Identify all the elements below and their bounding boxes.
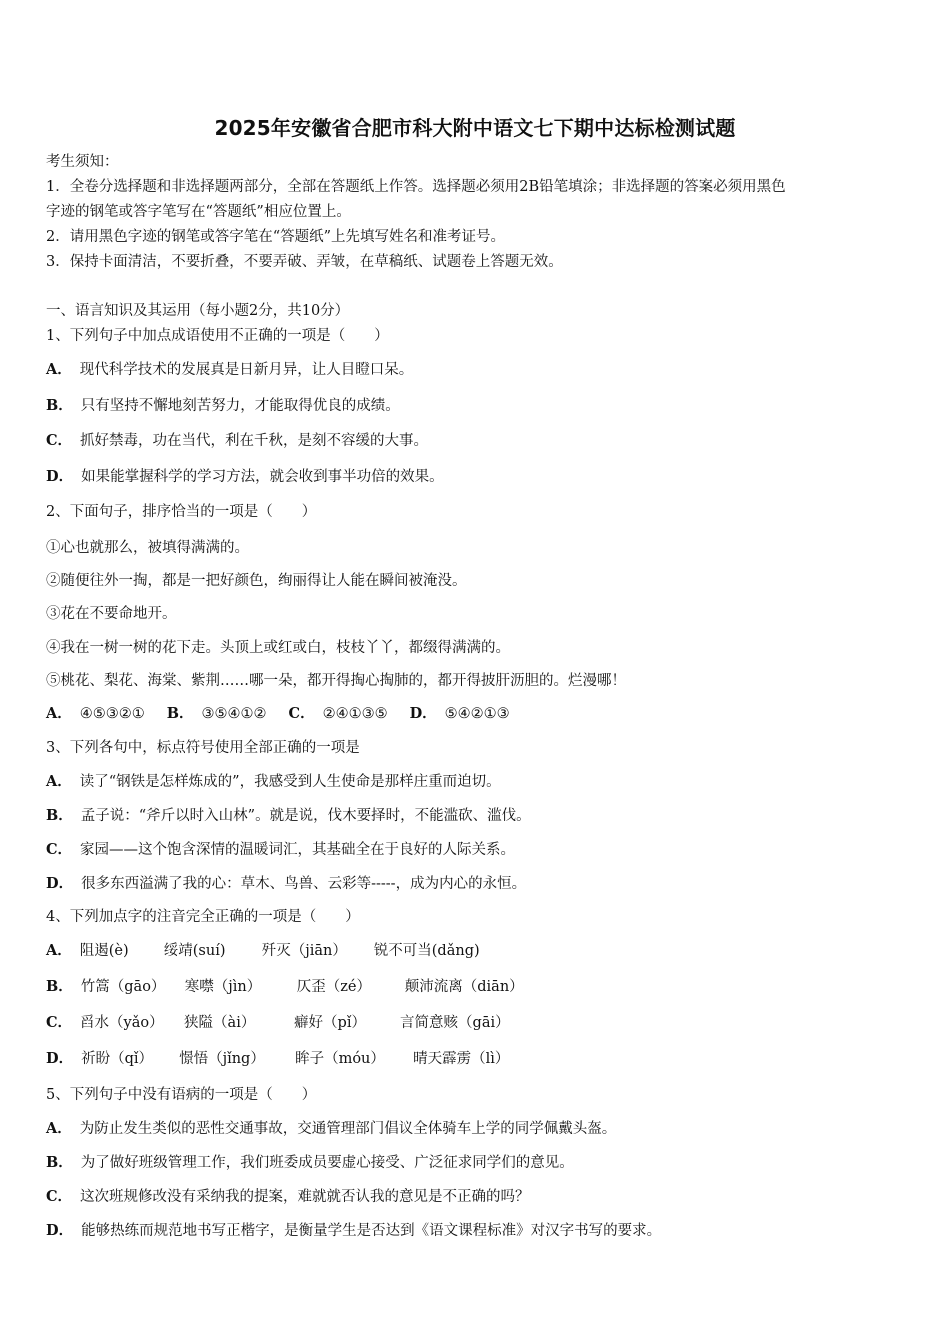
option-word: 癖好（pǐ） xyxy=(294,1015,366,1031)
option-label: C． xyxy=(46,841,73,858)
option-text: ⑤④②①③ xyxy=(444,706,510,722)
q1-option-b xyxy=(46,396,906,416)
section-heading: 一、语言知识及其运用（每小题2分，共10分） xyxy=(46,303,350,319)
option-label: D． xyxy=(46,468,74,485)
option-label: C． xyxy=(288,705,315,722)
q2-option-a xyxy=(46,704,145,724)
q2-option-b xyxy=(167,704,267,724)
option-text: 现代科学技术的发展真是日新月异，让人目瞪口呆。 xyxy=(79,362,414,378)
option-label: C． xyxy=(46,1014,73,1031)
option-label: A． xyxy=(46,1120,72,1137)
q3-option-c xyxy=(46,840,906,860)
q2-option-d xyxy=(410,704,510,724)
option-label: A． xyxy=(46,361,72,378)
option-text: 抓好禁毒，功在当代，利在千秋，是刻不容缓的大事。 xyxy=(80,433,429,449)
option-label: D． xyxy=(46,1050,74,1067)
q5-option-a xyxy=(46,1119,906,1139)
q2-sentence-3: ③花在不要命地开。 xyxy=(46,606,177,622)
option-text: 读了“钢铁是怎样炼成的”，我感受到人生使命是那样庄重而迫切。 xyxy=(79,774,501,790)
option-label: D． xyxy=(409,705,437,722)
option-label: A． xyxy=(46,942,72,959)
option-word: 狭隘（ài） xyxy=(184,1015,256,1031)
q4-option-c xyxy=(46,1013,906,1033)
option-word: 绥靖(suí) xyxy=(163,943,226,959)
option-text: ③⑤④①② xyxy=(201,706,267,722)
q4-option-b xyxy=(46,977,906,997)
option-word: 寒噤（jìn） xyxy=(184,979,262,995)
q2-option-c xyxy=(289,704,388,724)
option-word: 仄歪（zé） xyxy=(296,979,371,995)
option-label: B． xyxy=(46,978,73,995)
q4-option-a xyxy=(46,941,906,961)
option-word: 祈盼（qǐ） xyxy=(81,1051,153,1067)
notice-line-2: 字迹的钢笔或答字笔写在“答题纸”相应位置上。 xyxy=(46,204,351,220)
q3-option-a xyxy=(46,772,906,792)
option-label: B． xyxy=(46,397,73,414)
q3-stem: 3、下列各句中，标点符号使用全部正确的一项是 xyxy=(46,740,360,756)
q2-sentence-5: ⑤桃花、梨花、海棠、紫荆……哪一朵，都开得掏心掏肺的，都开得披肝沥胆的。烂漫哪！ xyxy=(46,673,626,689)
option-word: 阻遏(è) xyxy=(79,943,129,959)
option-text: ④⑤③②① xyxy=(79,706,145,722)
option-text: 很多东西溢满了我的心：草木、鸟兽、云彩等-----，成为内心的永恒。 xyxy=(81,876,527,892)
option-label: A． xyxy=(46,705,72,722)
q1-option-d xyxy=(46,467,906,487)
option-word: 舀水（yǎo） xyxy=(80,1015,164,1031)
option-text: 为了做好班级管理工作，我们班委成员要虚心接受、广泛征求同学们的意见。 xyxy=(80,1155,574,1171)
option-label: C． xyxy=(46,1188,73,1205)
notice-heading: 考生须知： xyxy=(46,154,119,170)
option-word: 颠沛流离（diān） xyxy=(404,979,524,995)
option-word: 竹篙（gāo） xyxy=(80,979,166,995)
option-label: D． xyxy=(46,875,74,892)
q2-sentence-4: ④我在一树一树的花下走。头顶上或红或白，枝枝丫丫，都缀得满满的。 xyxy=(46,640,510,656)
q3-option-d xyxy=(46,874,906,894)
option-word: 言简意赅（gāi） xyxy=(400,1015,510,1031)
option-label: B． xyxy=(46,807,73,824)
q1-option-c xyxy=(46,431,906,451)
option-label: C． xyxy=(46,432,73,449)
option-label: B． xyxy=(46,1154,73,1171)
q5-stem: 5、下列句子中没有语病的一项是（ ） xyxy=(46,1087,317,1103)
q2-options xyxy=(46,704,906,724)
notice-line-4: 3．保持卡面清洁，不要折叠，不要弄破、弄皱，在草稿纸、试题卷上答题无效。 xyxy=(46,254,563,270)
q5-option-b xyxy=(46,1153,906,1173)
option-text: 家园——这个饱含深情的温暖词汇，其基础全在于良好的人际关系。 xyxy=(80,842,516,858)
q1-stem: 1、下列句子中加点成语使用不正确的一项是（ ） xyxy=(46,328,389,344)
q5-option-c xyxy=(46,1187,906,1207)
q3-option-b xyxy=(46,806,906,826)
exam-title: 2025年安徽省合肥市科大附中语文七下期中达标检测试题 xyxy=(214,116,736,140)
q2-sentence-1: ①心也就那么，被填得满满的。 xyxy=(46,540,249,556)
option-label: B． xyxy=(166,705,194,722)
notice-line-3: 2．请用黑色字迹的钢笔或答字笔在“答题纸”上先填写姓名和准考证号。 xyxy=(46,229,506,245)
notice-line-1: 1．全卷分选择题和非选择题两部分，全部在答题纸上作答。选择题必须用2B铅笔填涂；非选择题的答案必须用黑色 xyxy=(46,179,786,195)
q2-stem: 2、下面句子，排序恰当的一项是（ ） xyxy=(46,504,317,520)
q1-option-a xyxy=(46,360,906,380)
option-text: ②④①③⑤ xyxy=(322,706,388,722)
option-text: 为防止发生类似的恶性交通事故，交通管理部门倡议全体骑车上学的同学佩戴头盔。 xyxy=(79,1121,617,1137)
q4-option-d xyxy=(46,1049,906,1069)
option-word: 眸子（móu） xyxy=(295,1051,385,1067)
option-label: D． xyxy=(46,1222,74,1239)
option-text: 孟子说：“斧斤以时入山林”。就是说，伐木要择时，不能滥砍、滥伐。 xyxy=(80,808,531,824)
q4-stem: 4、下列加点字的注音完全正确的一项是（ ） xyxy=(46,909,360,925)
option-text: 如果能掌握科学的学习方法，就会收到事半功倍的效果。 xyxy=(81,469,444,485)
option-text: 只有坚持不懈地刻苦努力，才能取得优良的成绩。 xyxy=(80,398,400,414)
option-label: A． xyxy=(46,773,72,790)
option-word: 憬悟（jǐng） xyxy=(179,1051,265,1067)
option-word: 歼灭（jiān） xyxy=(261,943,347,959)
option-word: 锐不可当(dǎng) xyxy=(373,943,480,959)
option-text: 能够热练而规范地书写正楷字，是衡量学生是否达到《语文课程标准》对汉字书写的要求。 xyxy=(81,1223,662,1239)
option-word: 晴天霹雳（lì） xyxy=(413,1051,510,1067)
option-text: 这次班规修改没有采纳我的提案，难就就否认我的意见是不正确的吗？ xyxy=(80,1189,530,1205)
q5-option-d xyxy=(46,1221,906,1241)
q2-sentence-2: ②随便往外一掏，都是一把好颜色，绚丽得让人能在瞬间被淹没。 xyxy=(46,573,467,589)
